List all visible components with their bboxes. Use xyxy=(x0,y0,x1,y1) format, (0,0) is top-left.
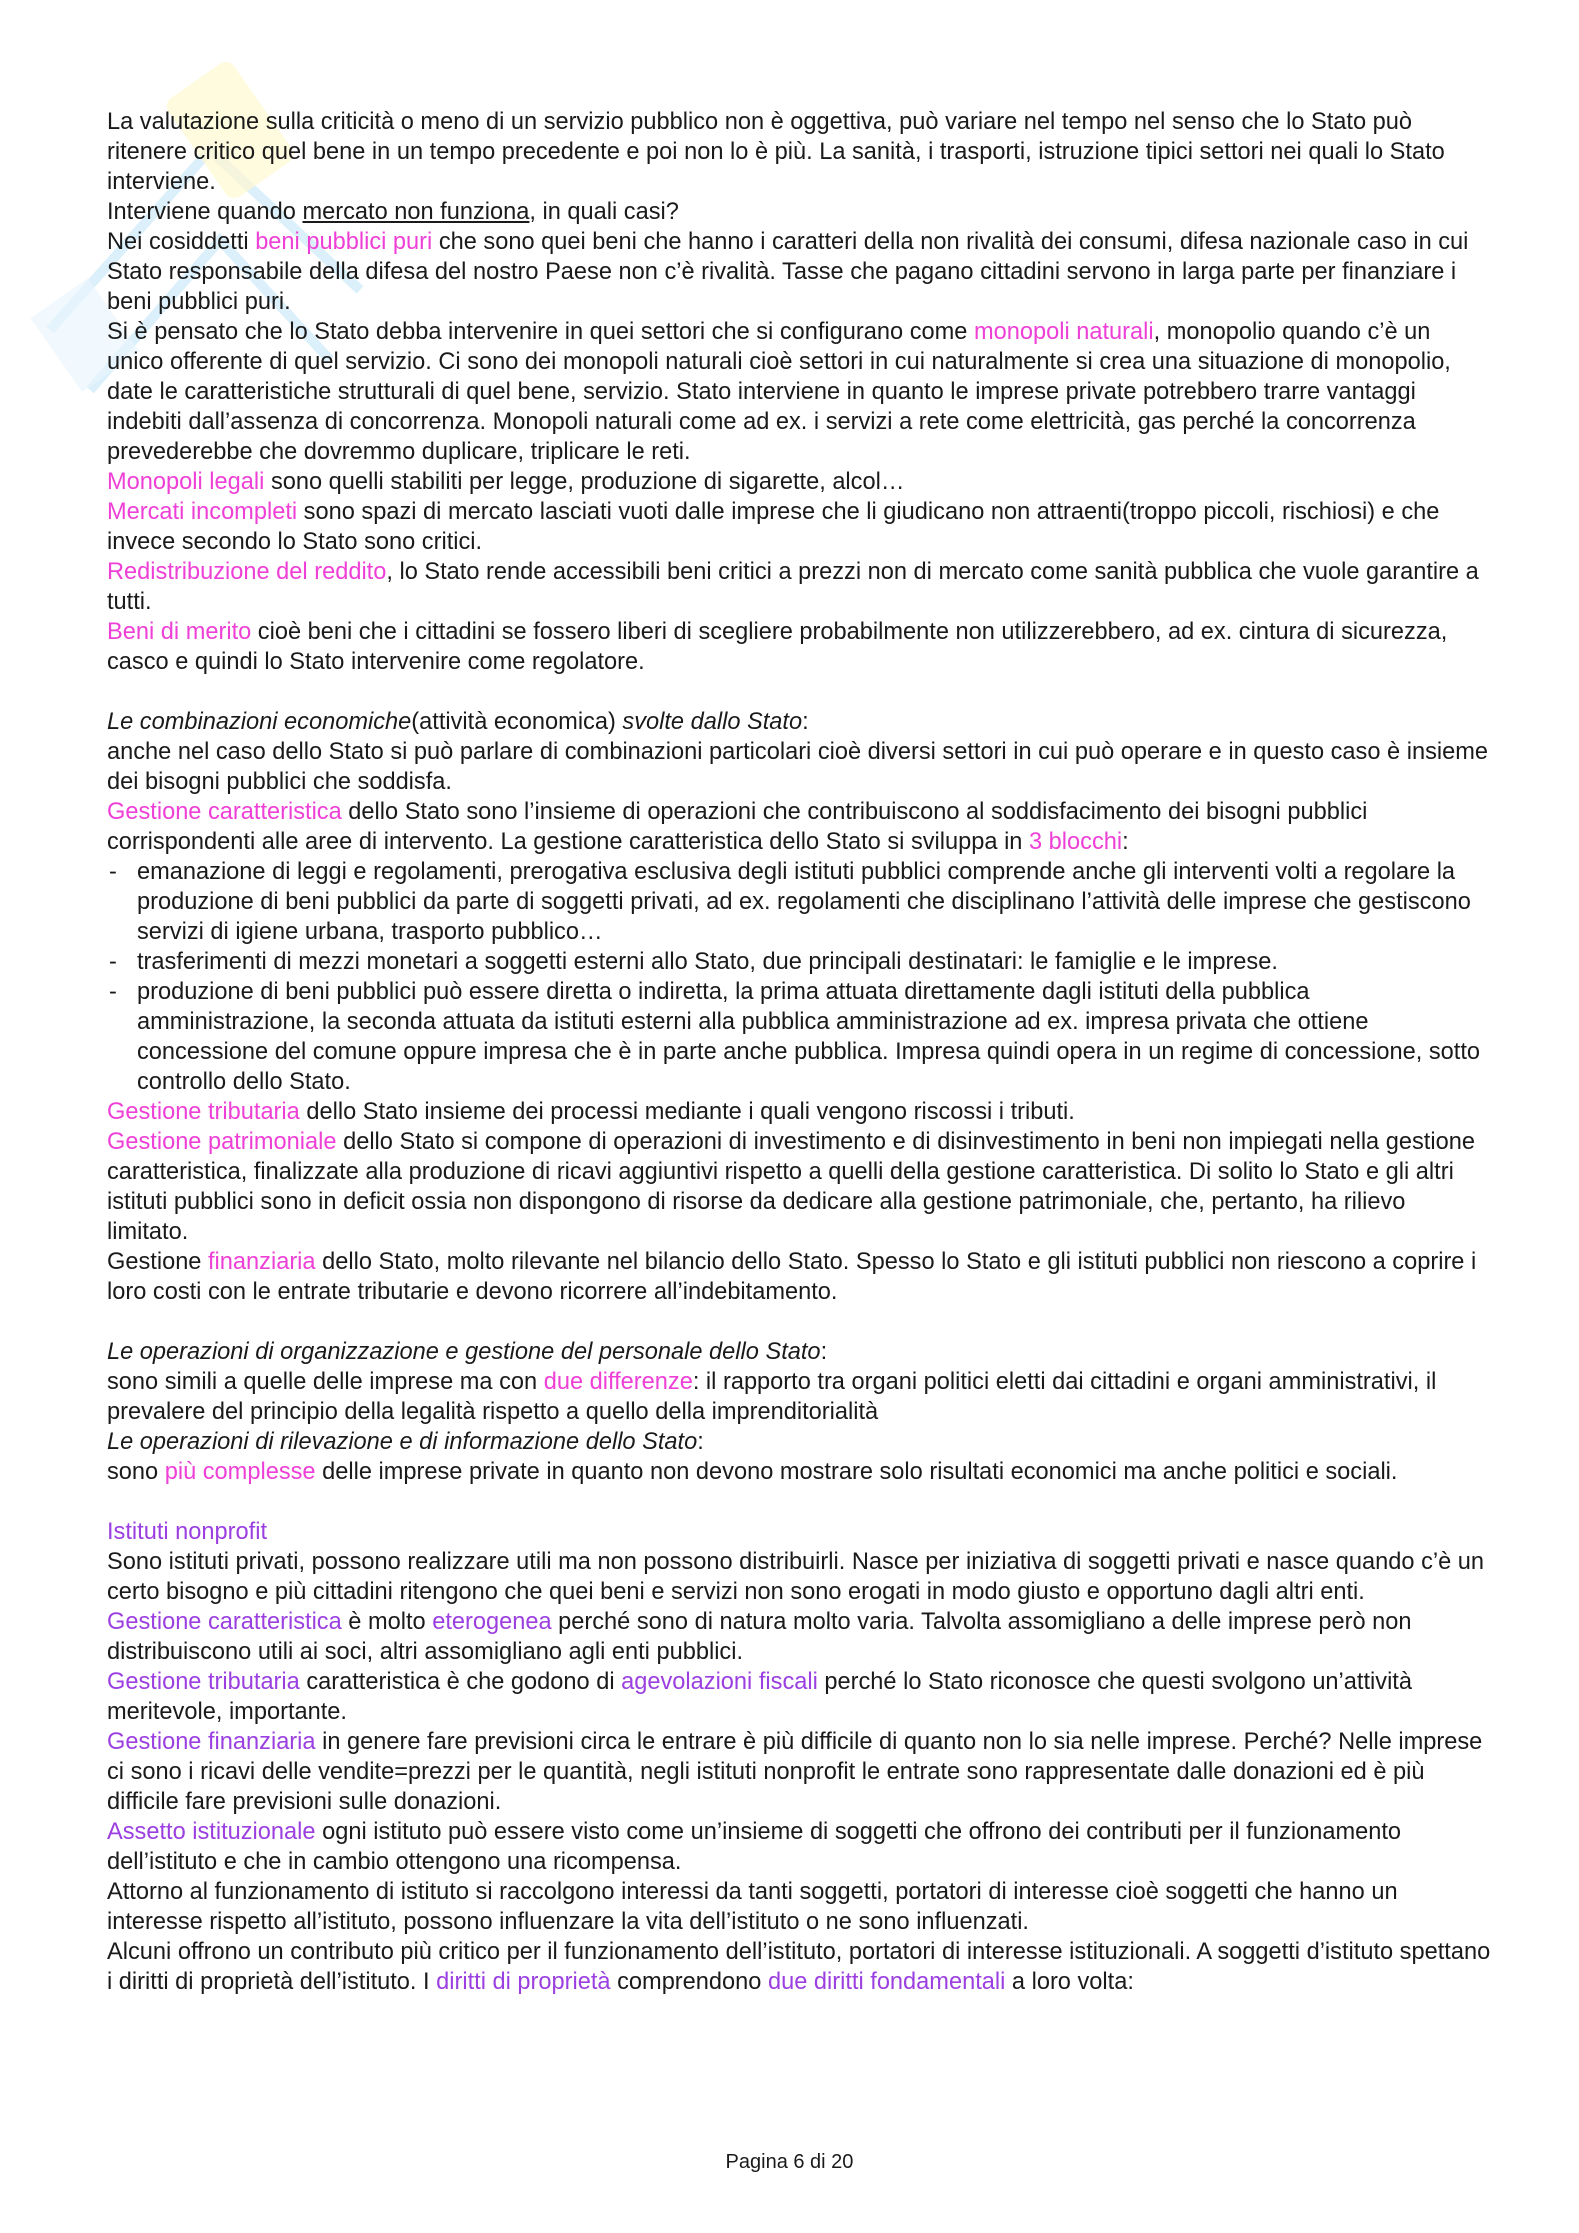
paragraph: Assetto istituzionale ogni istituto può essere visto come un’insieme di soggetti che offrono dei contributi per il funzionamento dell’istituto e che in cambio ottengono una ricompensa. xyxy=(107,1819,1402,1875)
highlighted-term: eterogenea xyxy=(432,1609,552,1635)
highlighted-term: Mercati incompleti xyxy=(107,499,298,525)
highlighted-term: Gestione tributaria xyxy=(107,1099,300,1125)
paragraph: Alcuni offrono un contributo più critico per il funzionamento dell’istituto, portatori di interesse istituzionali. A soggetti d’istituto spettano i diritti di proprietà dell’istituto. I diritti di proprietà comprendono due diritti fondamentali a loro volta: xyxy=(107,1939,1491,1995)
paragraph: Gestione tributaria dello Stato insieme dei processi mediante i quali vengono riscossi i tributi. xyxy=(107,1099,1075,1125)
highlighted-term: Gestione finanziaria xyxy=(107,1729,316,1755)
highlighted-term: Gestione tributaria xyxy=(107,1669,300,1695)
list-item: - trasferimenti di mezzi monetari a soggetti esterni allo Stato, due principali destinatari: le famiglie e le imprese. xyxy=(107,947,1492,977)
paragraph: Gestione tributaria caratteristica è che godono di agevolazioni fiscali perché lo Stato riconosce che questi svolgono un’attività meritevole, importante. xyxy=(107,1669,1412,1725)
paragraph: Si è pensato che lo Stato debba intervenire in quei settori che si configurano come monopoli naturali, monopolio quando c’è un unico offerente di quel servizio. Ci sono dei monopoli naturali cioè settori in cui naturalmente si crea una situazione di monopolio, date le caratteristiche strutturali di quel bene, servizio. Stato interviene in quanto le imprese private potrebbero trarre vantaggi indebiti dall’assenza di concorrenza. Monopoli naturali come ad ex. i servizi a rete come elettricità, gas perché la concorrenza prevederebbe che dovremmo duplicare, triplicare le reti. xyxy=(107,319,1451,465)
list-item: - emanazione di leggi e regolamenti, prerogativa esclusiva degli istituti pubblici comprende anche gli interventi volti a regolare la produzione di beni pubblici da parte di soggetti privati, ad ex. regolamenti che disciplinano l’attività delle imprese che gestiscono servizi di igiene urbana, trasporto pubblico… xyxy=(107,857,1492,947)
paragraph: Mercati incompleti sono spazi di mercato lasciati vuoti dalle imprese che li giudicano non attraenti(troppo piccoli, rischiosi) e che invece secondo lo Stato sono critici. xyxy=(107,499,1440,555)
highlighted-term: beni pubblici puri xyxy=(255,229,433,255)
section-heading: Istituti nonprofit xyxy=(107,1519,267,1545)
highlighted-term: monopoli naturali xyxy=(973,319,1154,345)
highlighted-term: Gestione caratteristica xyxy=(107,1609,342,1635)
paragraph: Monopoli legali sono quelli stabiliti per legge, produzione di sigarette, alcol… xyxy=(107,469,905,495)
paragraph: Gestione caratteristica dello Stato sono l’insieme di operazioni che contribuiscono al soddisfacimento dei bisogni pubblici corrispondenti alle aree di intervento. La gestione caratteristica dello Stato si sviluppa in 3 blocchi: xyxy=(107,799,1368,855)
highlighted-term: Gestione patrimoniale xyxy=(107,1129,337,1155)
paragraph: Gestione finanziaria in genere fare previsioni circa le entrare è più difficile di quanto non lo sia nelle imprese. Perché? Nelle imprese ci sono i ricavi delle vendite=prezzi per le quantità, negli istituti nonprofit le entrate sono rappresentate dalle donazioni ed è più difficile fare previsioni sulle donazioni. xyxy=(107,1729,1483,1815)
paragraph: Interviene quando mercato non funziona, in quali casi? xyxy=(107,199,679,225)
paragraph: sono più complesse delle imprese private in quanto non devono mostrare solo risultati economici ma anche politici e sociali. xyxy=(107,1459,1398,1485)
bullet-list xyxy=(107,857,1492,1097)
highlighted-term: diritti di proprietà xyxy=(436,1969,611,1995)
paragraph: Attorno al funzionamento di istituto si raccolgono interessi da tanti soggetti, portatori di interesse cioè soggetti che hanno un interesse rispetto all’istituto, possono influenzare la vita dell’istituto o ne sono influenzati. xyxy=(107,1879,1398,1935)
paragraph: Gestione caratteristica è molto eterogenea perché sono di natura molto varia. Talvolta assomigliano a delle imprese però non distribuiscono utili ai soci, altri assomigliano agli enti pubblici. xyxy=(107,1609,1412,1665)
highlighted-term: due differenze xyxy=(543,1369,693,1395)
highlighted-term: due diritti fondamentali xyxy=(767,1969,1006,1995)
highlighted-term: 3 blocchi xyxy=(1029,829,1123,855)
list-item: - produzione di beni pubblici può essere diretta o indiretta, la prima attuata direttamente dagli istituti della pubblica amministrazione, la seconda attuata da istituti esterni alla pubblica amministrazione ad ex. impresa privata che ottiene concessione del comune oppure impresa che è in parte anche pubblica. Impresa quindi opera in un regime di concessione, sotto controllo dello Stato. xyxy=(107,977,1492,1097)
highlighted-term: Assetto istituzionale xyxy=(107,1819,316,1845)
highlighted-term: Beni di merito xyxy=(107,619,252,645)
highlighted-term: Monopoli legali xyxy=(107,469,265,495)
paragraph: Sono istituti privati, possono realizzare utili ma non possono distribuirli. Nasce per iniziativa di soggetti privati e nasce quando c’è un certo bisogno e più cittadini ritengono che quei beni e servizi non sono erogati in modo giusto e opportuno dagli altri enti. xyxy=(107,1549,1485,1605)
paragraph: Gestione patrimoniale dello Stato si compone di operazioni di investimento e di disinvestimento in beni non impiegati nella gestione caratteristica, finalizzate alla produzione di ricavi aggiuntivi rispetto a quelli della gestione caratteristica. Di solito lo Stato e gli altri istituti pubblici sono in deficit ossia non dispongono di risorse da dedicare alla gestione patrimoniale, che, pertanto, ha rilievo limitato. xyxy=(107,1129,1475,1245)
paragraph: Redistribuzione del reddito, lo Stato rende accessibili beni critici a prezzi non di mercato come sanità pubblica che vuole garantire a tutti. xyxy=(107,559,1479,615)
paragraph: Gestione finanziaria dello Stato, molto rilevante nel bilancio dello Stato. Spesso lo Stato e gli istituti pubblici non riescono a coprire i loro costi con le entrate tributarie e devono ricorrere all’indebitamento. xyxy=(107,1249,1477,1305)
highlighted-term: Redistribuzione del reddito xyxy=(107,559,387,585)
section-heading: Le combinazioni economiche(attività economica) svolte dallo Stato: xyxy=(107,709,809,735)
highlighted-term: agevolazioni fiscali xyxy=(621,1669,818,1695)
paragraph: anche nel caso dello Stato si può parlare di combinazioni particolari cioè diversi settori in cui può operare e in questo caso è insieme dei bisogni pubblici che soddisfa. xyxy=(107,739,1489,795)
paragraph: Nei cosiddetti beni pubblici puri che sono quei beni che hanno i caratteri della non rivalità dei consumi, difesa nazionale caso in cui Stato responsabile della difesa del nostro Paese non c’è rivalità. Tasse che pagano cittadini servono in larga parte per finanziare i beni pubblici puri. xyxy=(107,229,1469,315)
paragraph: Beni di merito cioè beni che i cittadini se fossero liberi di scegliere probabilmente non utilizzerebbero, ad ex. cintura di sicurezza, casco e quindi lo Stato intervenire come regolatore. xyxy=(107,619,1448,675)
highlighted-term: Gestione caratteristica xyxy=(107,799,342,825)
section-heading: Le operazioni di organizzazione e gestione del personale dello Stato: xyxy=(107,1339,828,1365)
paragraph: La valutazione sulla criticità o meno di un servizio pubblico non è oggettiva, può variare nel tempo nel senso che lo Stato può ritenere critico quel bene in un tempo precedente e poi non lo è più. La sanità, i trasporti, istruzione tipici settori nei quali lo Stato interviene. xyxy=(107,109,1445,195)
highlighted-term: più complesse xyxy=(164,1459,316,1485)
underlined-phrase: mercato non funziona xyxy=(302,199,530,225)
paragraph: sono simili a quelle delle imprese ma con due differenze: il rapporto tra organi politici eletti dai cittadini e organi amministrativi, il prevalere del principio della legalità rispetto a quello della imprenditorialità xyxy=(107,1369,1437,1425)
page-number: Pagina 6 di 20 xyxy=(725,2151,854,2173)
highlighted-term: finanziaria xyxy=(208,1249,316,1275)
section-heading: Le operazioni di rilevazione e di informazione dello Stato: xyxy=(107,1429,704,1455)
page-content xyxy=(107,107,1492,1997)
